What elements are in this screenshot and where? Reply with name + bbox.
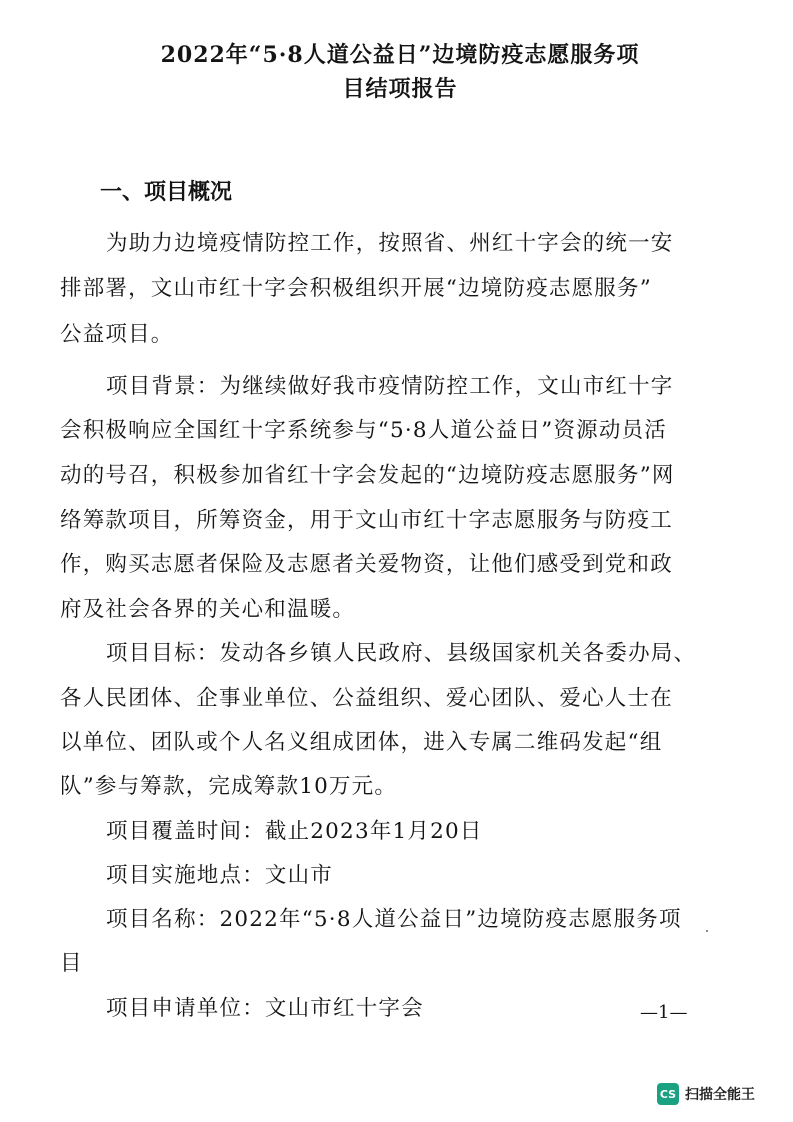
body-line: 公益项目。 xyxy=(60,322,174,347)
body-line: 项目背景：为继续做好我市疫情防控工作，文山市红十字 xyxy=(106,374,674,399)
section-heading: 一、项目概况 xyxy=(100,180,233,205)
scan-speck xyxy=(706,930,708,932)
body-line: 作，购买志愿者保险及志愿者关爱物资，让他们感受到党和政 xyxy=(60,552,673,577)
body-line: 队”参与筹款，完成筹款10万元。 xyxy=(60,774,398,799)
page-number: —1— xyxy=(640,1002,688,1023)
document-title xyxy=(60,38,740,106)
body-line: 项目目标：发动各乡镇人民政府、县级国家机关各委办局、 xyxy=(106,641,697,666)
title-line-2: 目结项报告 xyxy=(342,76,458,102)
body-line: 排部署，文山市红十字会积极组织开展“边境防疫志愿服务” xyxy=(60,276,652,301)
body-line: 络筹款项目，所筹资金，用于文山市红十字志愿服务与防疫工 xyxy=(60,508,673,533)
body-line: 以单位、团队或个人名义组成团体，进入专属二维码发起“组 xyxy=(60,730,663,755)
body-line: 项目实施地点：文山市 xyxy=(106,863,334,888)
title-line-1: 2022年“5·8人道公益日”边境防疫志愿服务项 xyxy=(160,42,640,68)
scanner-watermark xyxy=(657,1083,755,1105)
body-line: 项目申请单位：文山市红十字会 xyxy=(106,996,424,1021)
body-line: 项目覆盖时间：截止2023年1月20日 xyxy=(106,819,483,844)
body-line: 项目名称：2022年“5·8人道公益日”边境防疫志愿服务项 xyxy=(106,907,682,932)
watermark-app-name: 扫描全能王 xyxy=(685,1087,755,1103)
body-line: 动的号召，积极参加省红十字会发起的“边境防疫志愿服务”网 xyxy=(60,463,675,488)
camscanner-logo-icon: CS xyxy=(657,1083,679,1105)
body-line: 各人民团体、企事业单位、公益组织、爱心团队、爱心人士在 xyxy=(60,686,673,711)
body-line: 目 xyxy=(60,951,83,976)
body-line: 为助力边境疫情防控工作，按照省、州红十字会的统一安 xyxy=(106,231,674,256)
body-line: 会积极响应全国红十字系统参与“5·8人道公益日”资源动员活 xyxy=(60,418,667,443)
body-line: 府及社会各界的关心和温暖。 xyxy=(60,597,356,622)
